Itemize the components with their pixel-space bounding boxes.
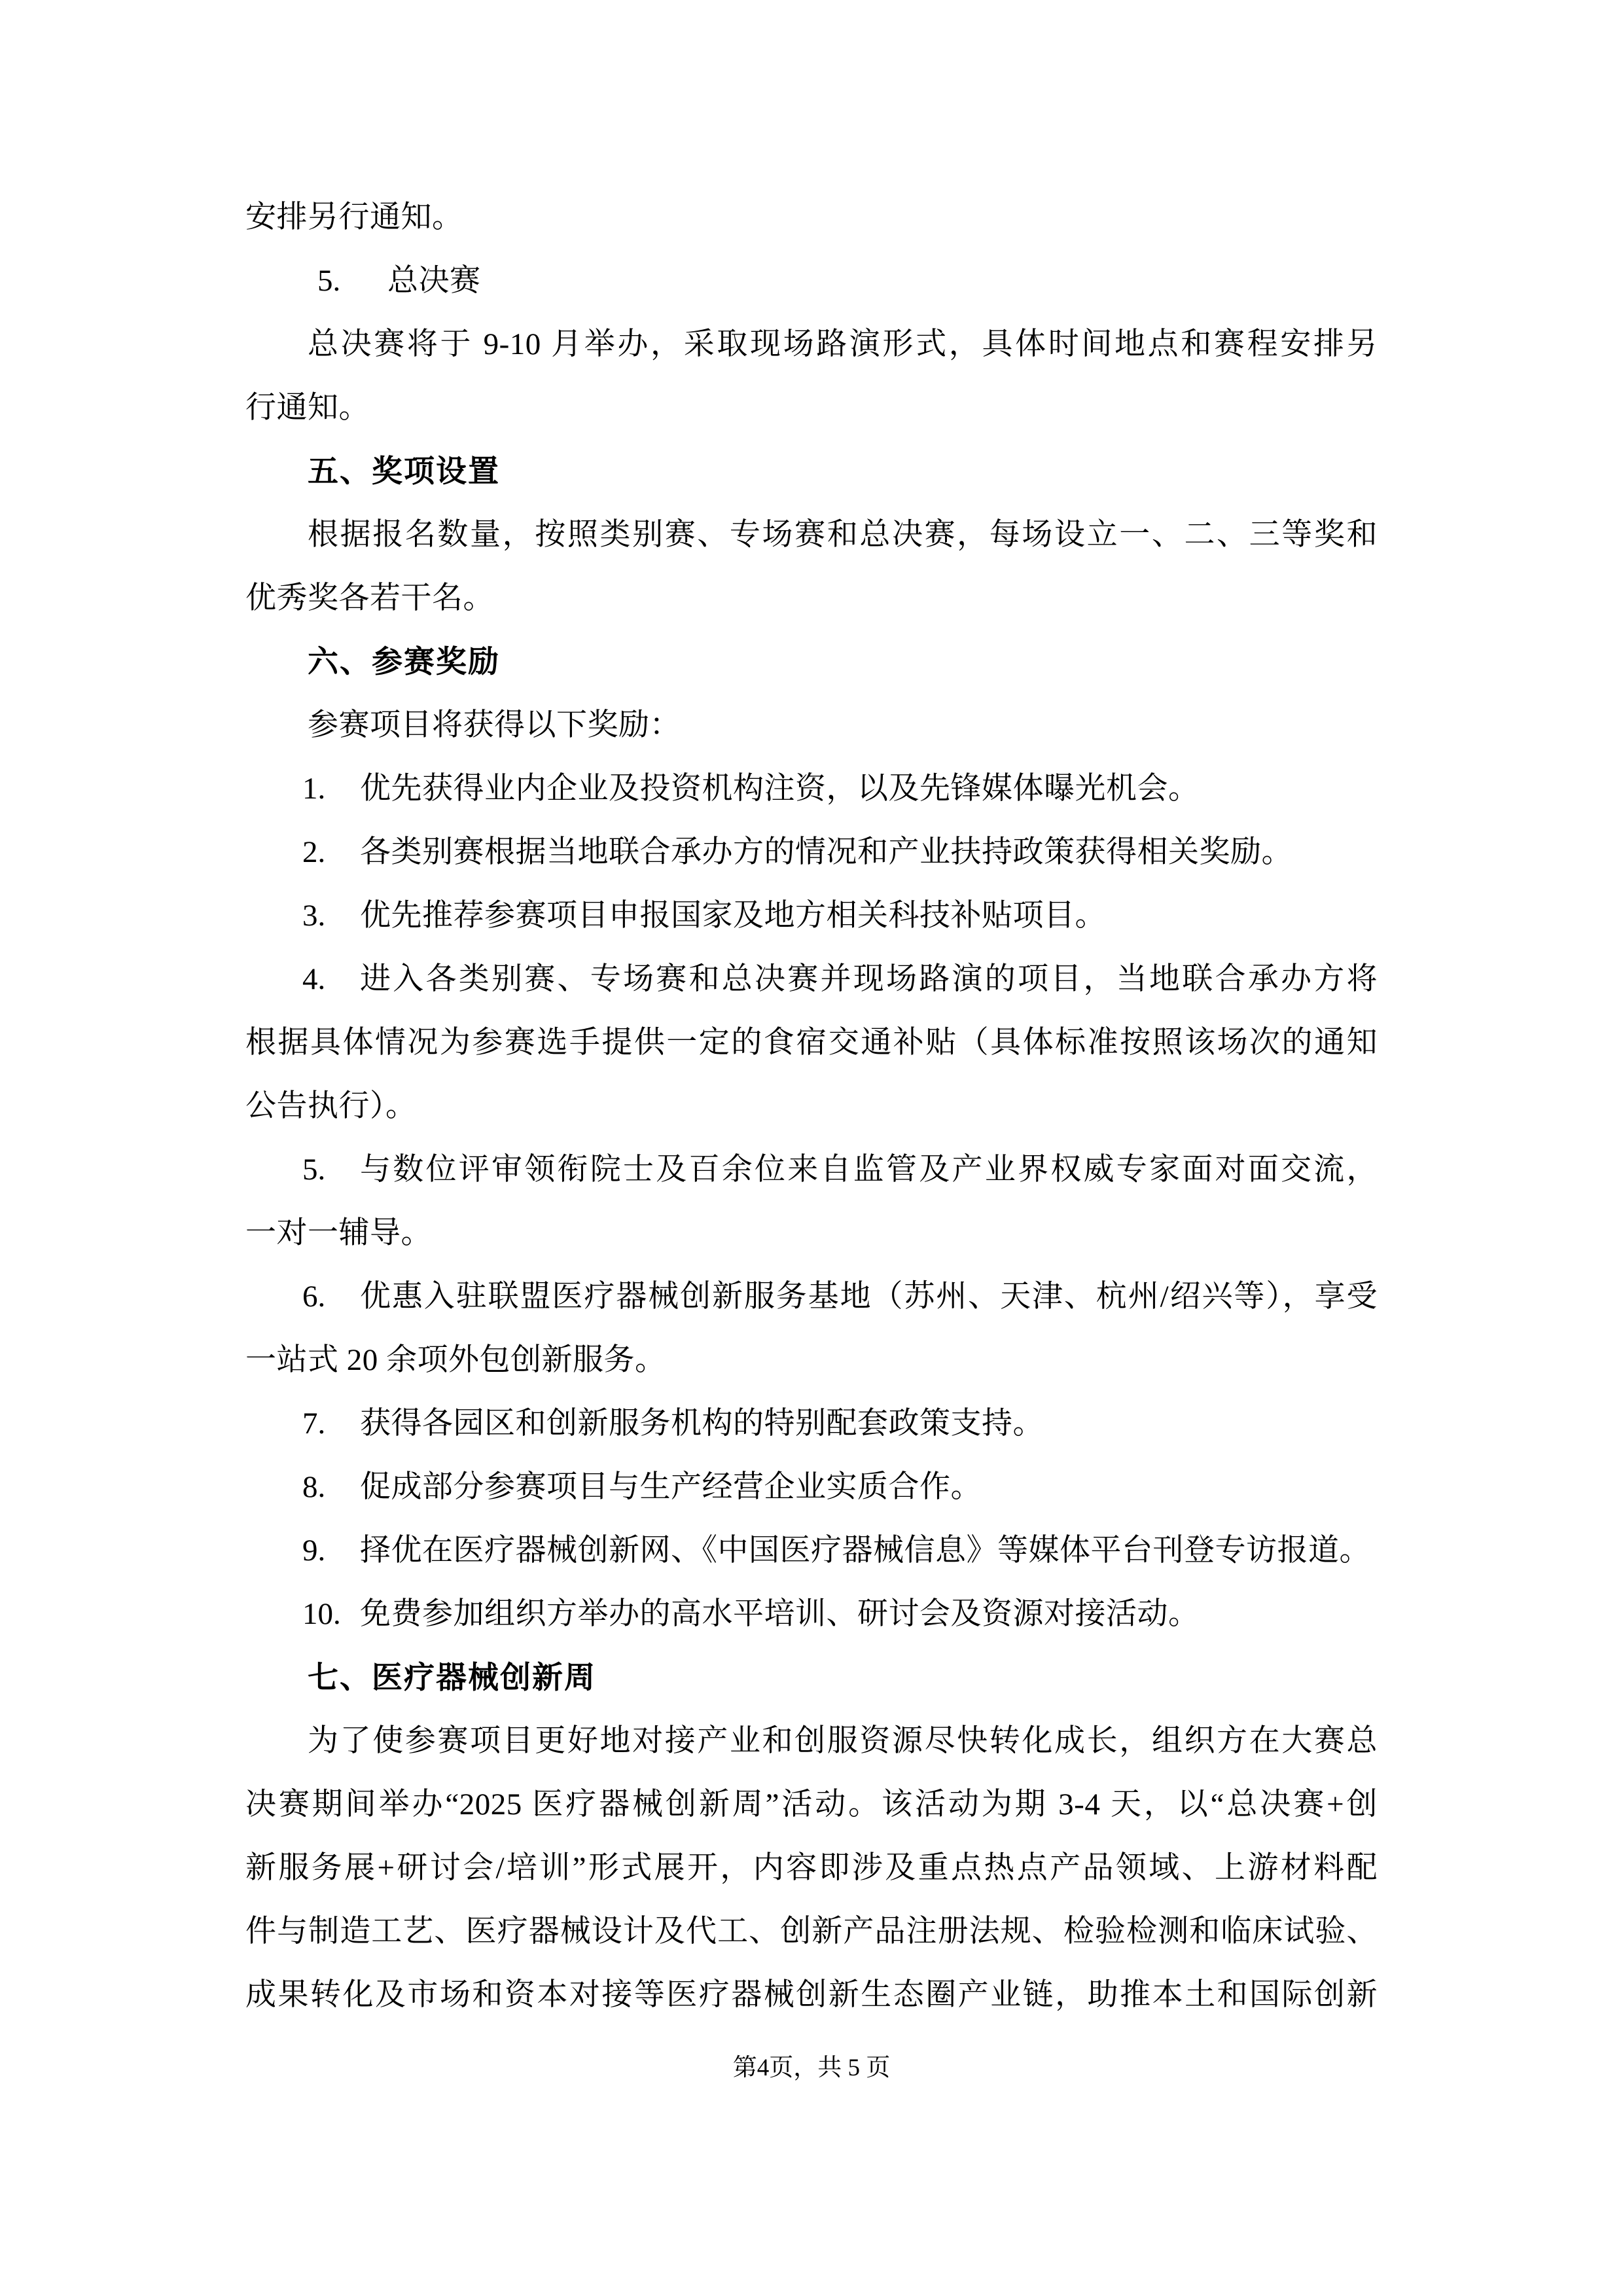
list-item-text: 优先推荐参赛项目申报国家及地方相关科技补贴项目。 [360,899,1106,933]
list-item-text: 与数位评审领衔院士及百余位来自监管及产业界权威专家面对面交流， [360,1153,1378,1187]
list-item-number: 6. [302,1280,326,1314]
text-line: 安排另行通知。 [245,200,463,234]
list-item-number: 9. [302,1534,326,1568]
list-item-number: 8. [302,1470,326,1504]
page-footer: 第4页，共 5 页 [732,2054,891,2081]
text-line: 成果转化及市场和资本对接等医疗器械创新生态圈产业链，助推本土和国际创新 [245,1978,1378,2012]
section-heading: 七、医疗器械创新周 [308,1660,596,1695]
list-item-text: 免费参加组织方举办的高水平培训、研讨会及资源对接活动。 [360,1597,1200,1631]
list-item-number: 5. [317,264,341,298]
text-line: 参赛项目将获得以下奖励： [308,708,681,742]
text-line: 优秀奖各若干名。 [245,581,494,615]
text-line: 总决赛将于 9-10 月举办，采取现场路演形式，具体时间地点和赛程安排另 [308,327,1378,361]
list-item-number: 4. [302,962,326,996]
text-line: 行通知。 [245,391,370,425]
text-line: 根据报名数量，按照类别赛、专场赛和总决赛，每场设立一、二、三等奖和 [308,518,1378,552]
list-item-text: 优先获得业内企业及投资机构注资，以及先锋媒体曝光机会。 [360,772,1200,806]
text-line: 新服务展+研讨会/培训”形式展开，内容即涉及重点热点产品领域、上游材料配 [245,1851,1378,1885]
text-line: 一对一辅导。 [245,1216,432,1250]
list-item-number: 2. [302,835,326,869]
list-item-number: 5. [302,1153,326,1187]
list-item-text: 促成部分参赛项目与生产经营企业实质合作。 [360,1470,982,1504]
text-line: 公告执行）。 [245,1089,417,1123]
list-item-text: 优惠入驻联盟医疗器械创新服务基地（苏州、天津、杭州/绍兴等），享受 [360,1280,1378,1314]
text-line: 为了使参赛项目更好地对接产业和创服资源尽快转化成长，组织方在大赛总 [308,1724,1378,1758]
list-item-number: 7. [302,1407,326,1441]
section-heading: 六、参赛奖励 [308,644,500,679]
list-item-number: 10. [302,1597,341,1631]
list-item-text: 择优在医疗器械创新网、《中国医疗器械信息》等媒体平台刊登专访报道。 [360,1534,1370,1568]
list-item-text: 获得各园区和创新服务机构的特别配套政策支持。 [360,1407,1044,1441]
list-item-number: 3. [302,899,326,933]
text-line: 决赛期间举办“2025 医疗器械创新周”活动。该活动为期 3-4 天，以“总决赛+创 [245,1787,1378,1821]
list-item-text: 各类别赛根据当地联合承办方的情况和产业扶持政策获得相关奖励。 [360,835,1293,869]
section-heading: 五、奖项设置 [308,454,500,488]
list-item-text: 总决赛 [387,264,481,298]
list-item-text: 进入各类别赛、专场赛和总决赛并现场路演的项目，当地联合承办方将 [360,962,1378,996]
text-line: 件与制造工艺、医疗器械设计及代工、创新产品注册法规、检验检测和临床试验、 [245,1914,1378,1948]
list-item-number: 1. [302,772,326,806]
text-line: 根据具体情况为参赛选手提供一定的食宿交通补贴（具体标准按照该场次的通知 [245,1026,1378,1060]
text-line: 一站式 20 余项外包创新服务。 [245,1343,666,1377]
